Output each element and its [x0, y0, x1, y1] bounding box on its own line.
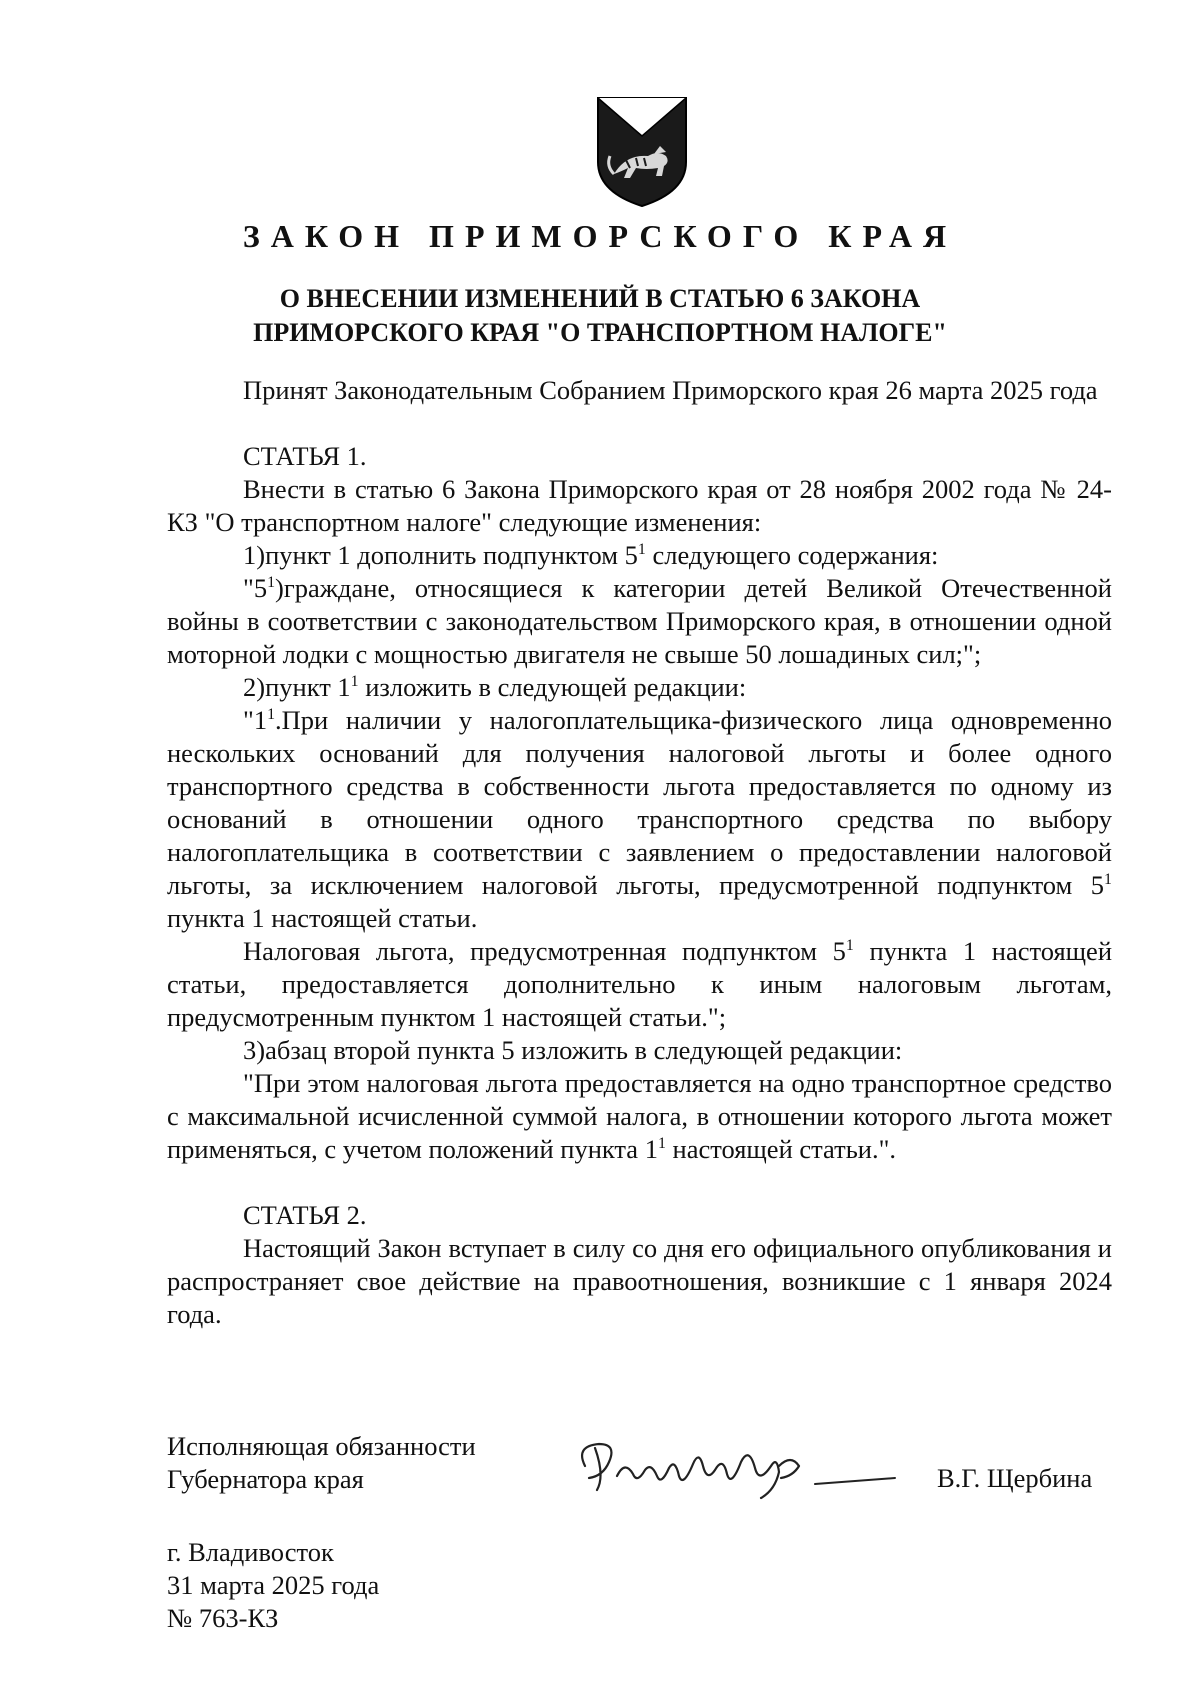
amendment-quote-4: "При этом налоговая льгота предоставляется на одно транспортное средство с максимальной исчисленной суммой налога, в отношении которого льгота может применяться, с учетом положений пункта $1^1$ настоящей статьи.". [167, 1068, 1112, 1164]
position-line-2: Губернатора края [167, 1464, 364, 1494]
article-2-heading: СТАТЬЯ 2. [243, 1200, 367, 1230]
amendment-quote-1: "$5^1)граждане$, относящиеся к категории детей Великой Отечественной войны в соответствии с законодательством Приморского края, в отношении одной моторной лодки с мощностью двигателя не свыше 50 лошадиных сил;"; [167, 573, 1112, 669]
amendment-quote-3: Налоговая льгота, предусмотренная подпунктом $5^1$ пункта 1 настоящей статьи, предоставляется дополнительно к иным налоговым льготам, предусмотренным пунктом 1 настоящей статьи."; [167, 936, 1112, 1032]
adopted-statement: Принят Законодательным Собранием Приморского края 26 марта 2025 года [243, 375, 1098, 405]
footer-date: 31 марта 2025 года [167, 1570, 380, 1600]
document-footer [167, 1536, 379, 1635]
subtitle-line-1: О ВНЕСЕНИИ ИЗМЕНЕНИЙ В СТАТЬЮ 6 ЗАКОНА [279, 284, 921, 313]
signatory-position [167, 1430, 476, 1496]
footer-city: г. Владивосток [167, 1537, 334, 1567]
amendment-item-3: 3)абзац второй пункта 5 изложить в следующей редакции: [243, 1035, 903, 1065]
position-line-1: Исполняющая обязанности [167, 1431, 476, 1461]
article-1-heading: СТАТЬЯ 1. [243, 441, 367, 471]
signatory-name: В.Г. Щербина [937, 1463, 1093, 1493]
coat-of-arms-icon [596, 96, 688, 208]
article-2-text: Настоящий Закон вступает в силу со дня его официального опубликования и распространяет свое действие на правоотношения, возникшие с 1 января 2024 года. [167, 1233, 1112, 1329]
law-title: ЗАКОН ПРИМОРСКОГО КРАЯ [242, 218, 958, 254]
law-subtitle [0, 282, 1200, 350]
amendment-item-2: 2)пункт $1^1$ изложить в следующей редакции: [243, 672, 747, 702]
law-body [167, 374, 1112, 1331]
amendment-quote-2: "$1^1.При$ наличии у налогоплательщика-физического лица одновременно нескольких оснований для получения налоговой льготы и более одного транспортного средства в собственности льгота предоставляется по одному из оснований в отношении одного транспортного средства по выбору налогоплательщика в соответствии с заявлением о предоставлении налоговой льготы, за исключением налоговой льготы, предусмотренной подпунктом $5^1$ пункта 1 настоящей статьи. [167, 705, 1112, 933]
subtitle-line-2: ПРИМОРСКОГО КРАЯ "О ТРАНСПОРТНОМ НАЛОГЕ" [253, 318, 947, 347]
handwritten-signature-icon [565, 1426, 905, 1516]
amendment-item-1: 1)пункт 1 дополнить подпунктом $5^1$ следующего содержания: [243, 540, 939, 570]
article-1-intro: Внести в статью 6 Закона Приморского края от 28 ноября 2002 года № 24-КЗ "О транспортном налоге" следующие изменения: [167, 474, 1112, 537]
footer-number: № 763-КЗ [167, 1603, 279, 1633]
